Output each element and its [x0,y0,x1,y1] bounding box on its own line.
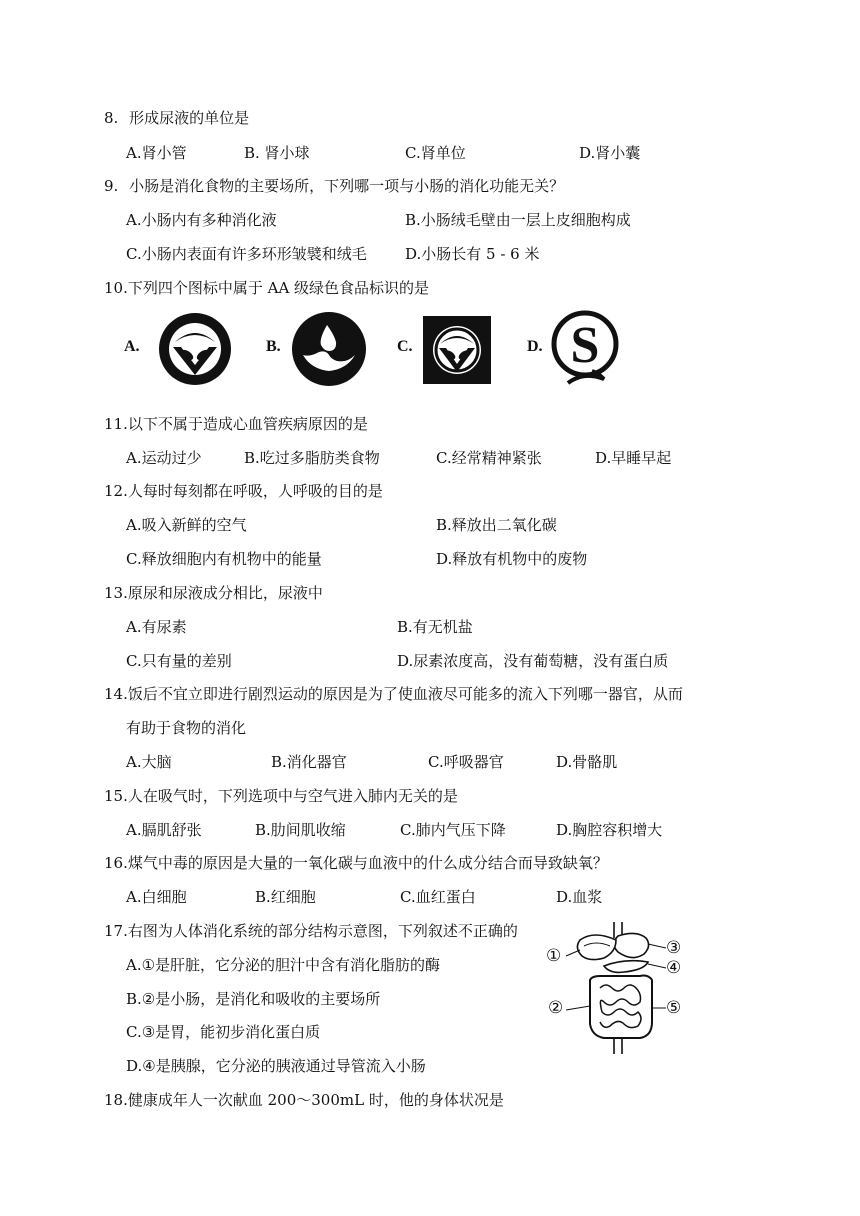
option-c: C.呼吸器官 [428,753,504,771]
question-14-stem-continued: 有助于食物的消化 [126,719,247,737]
question-text: 人在吸气时，下列选项中与空气进入肺内无关的是 [127,787,458,805]
option-c: C.只有量的差别 [126,652,232,670]
option-d: D.胸腔容积增大 [556,821,663,839]
question-text: 右图为人体消化系统的部分结构示意图，下列叙述不正确的 [127,922,518,940]
option-d: D.血浆 [556,888,603,906]
option-a: A.有尿素 [126,618,187,636]
option-c: C.肺内气压下降 [400,821,506,839]
green-food-circle-logo-icon [157,311,233,387]
option-b: B.吃过多脂肪类食物 [244,449,380,467]
question-text: 煤气中毒的原因是大量的一氧化碳与血液中的什么成分结合而导致缺氧？ [127,854,608,872]
option-a: A. [124,338,140,355]
option-d: D.小肠长有 5 - 6 米 [405,245,540,263]
svg-text:S: S [570,317,600,374]
question-9-stem [104,176,564,196]
question-text: 饭后不宜立即进行剧烈运动的原因是为了使血液尽可能多的流入下列哪一器官，从而 [127,685,683,703]
question-number: 15. [104,787,128,805]
option-a: A.肾小管 [126,144,187,162]
diagram-label-3: ③ [666,938,682,958]
option-a: A.白细胞 [126,888,187,906]
option-d: D.肾小囊 [579,144,641,162]
question-number: 13. [104,584,128,602]
option-d: D.④是胰腺，它分泌的胰液通过导管流入小肠 [126,1057,426,1075]
question-text: 小肠是消化食物的主要场所，下列哪一项与小肠的消化功能无关？ [129,177,565,195]
question-number: 8. [104,109,119,127]
option-c: C.经常精神紧张 [436,449,542,467]
diagram-label-5: ⑤ [666,998,682,1018]
option-c: C.肾单位 [405,144,466,162]
diagram-label-4: ④ [666,958,682,978]
question-12-stem [104,481,383,501]
question-15-stem [104,786,458,806]
option-d: D.早睡早起 [595,449,672,467]
question-number: 18. [104,1091,128,1109]
diagram-label-1: ① [546,946,562,966]
option-a: A.吸入新鲜的空气 [126,516,247,534]
question-text: 形成尿液的单位是 [129,109,250,127]
water-drop-logo-icon [291,311,367,387]
option-b: B.②是小肠，是消化和吸收的主要场所 [126,990,381,1008]
option-b: B. [266,338,281,355]
option-b: B.消化器官 [271,753,347,771]
question-14-stem [104,684,683,704]
question-text: 以下不属于造成心血管疾病原因的是 [127,415,368,433]
option-d: D.释放有机物中的废物 [436,550,588,568]
question-13-stem [104,583,323,603]
option-a: A.运动过少 [126,449,202,467]
question-number: 10. [104,279,128,297]
option-a: A.膈肌舒张 [126,821,202,839]
question-11-stem [104,414,368,434]
option-c: C.释放细胞内有机物中的能量 [126,550,322,568]
green-food-square-logo-icon [423,316,491,384]
question-number: 12. [104,482,128,500]
option-b: B.有无机盐 [397,618,473,636]
diagram-label-2: ② [548,998,564,1018]
option-d: D.骨骼肌 [556,753,618,771]
option-a: A.大脑 [126,753,172,771]
option-c: C.血红蛋白 [400,888,476,906]
option-b: B.小肠绒毛壁由一层上皮细胞构成 [405,211,631,229]
option-b: B.释放出二氧化碳 [436,516,557,534]
question-8-stem [104,108,249,128]
option-a: A.①是肝脏，它分泌的胆汁中含有消化脂肪的酶 [126,956,441,974]
question-text: 健康成年人一次献血 200～300mL 时，他的身体状况是 [127,1091,504,1109]
question-16-stem [104,853,608,873]
option-b: B.肋间肌收缩 [255,821,346,839]
question-number: 11. [104,415,128,433]
question-text: 原尿和尿液成分相比，尿液中 [127,584,323,602]
question-10-stem [104,278,429,298]
quality-s-logo-icon [550,309,620,389]
option-a: A.小肠内有多种消化液 [126,211,277,229]
question-number: 16. [104,854,128,872]
question-number: 14. [104,685,128,703]
question-18-stem [104,1090,504,1110]
option-d: D. [527,338,543,355]
question-text: 下列四个图标中属于 AA 级绿色食品标识的是 [127,279,430,297]
option-c: C. [397,338,413,355]
option-d: D.尿素浓度高，没有葡萄糖，没有蛋白质 [397,652,669,670]
question-17-stem [104,921,518,941]
question-number: 17. [104,922,128,940]
option-b: B. 肾小球 [244,144,310,162]
question-number: 9. [104,177,119,195]
question-text: 人每时每刻都在呼吸，人呼吸的目的是 [127,482,383,500]
option-c: C.③是胃，能初步消化蛋白质 [126,1023,321,1041]
digestive-system-diagram [544,918,694,1058]
option-b: B.红细胞 [255,888,316,906]
option-c: C.小肠内表面有许多环形皱襞和绒毛 [126,245,367,263]
